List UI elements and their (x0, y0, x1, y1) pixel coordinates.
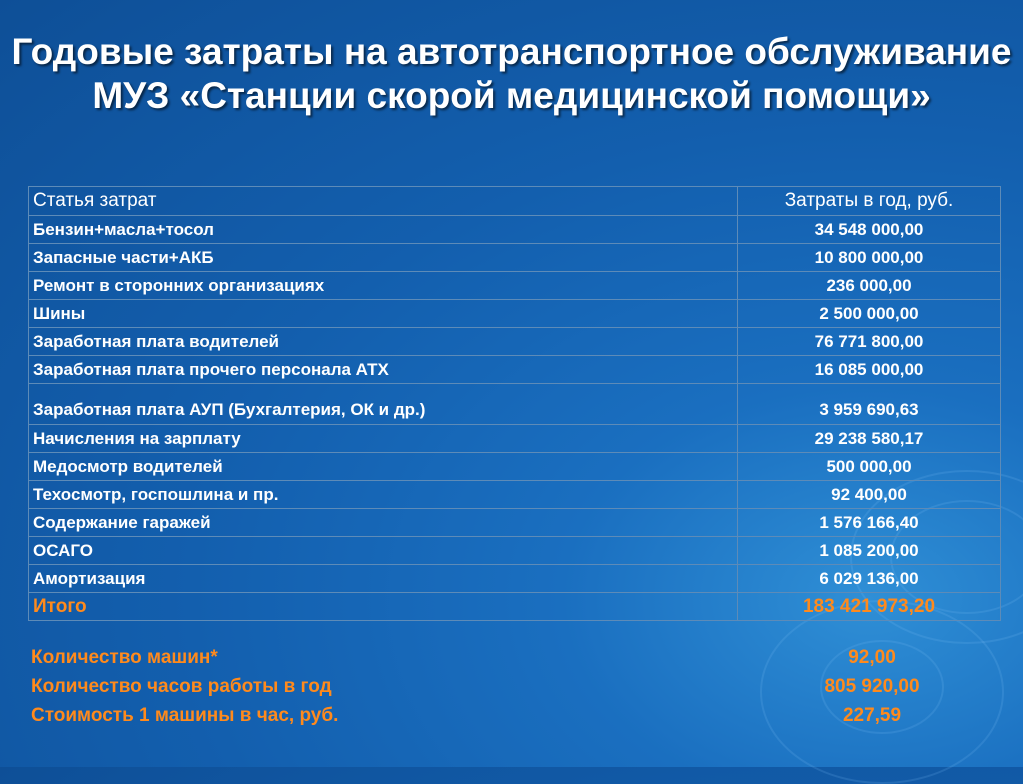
cost-item-value: 29 238 580,17 (738, 425, 1001, 453)
cost-item-value: 34 548 000,00 (738, 216, 1001, 244)
summary-label: Количество часов работы в год (31, 676, 332, 697)
table-row (29, 328, 1001, 356)
cost-item-name: Амортизация (29, 565, 738, 593)
table-row (29, 356, 1001, 384)
cost-item-value: 6 029 136,00 (738, 565, 1001, 593)
cost-item-value: 3 959 690,63 (738, 384, 1001, 425)
cost-item-value: 1 085 200,00 (738, 537, 1001, 565)
summary-label: Стоимость 1 машины в час, руб. (31, 705, 339, 726)
cost-item-name: Заработная плата АУП (Бухгалтерия, ОК и др.) (29, 384, 738, 425)
cost-item-name: Бензин+масла+тосол (29, 216, 738, 244)
summary-row-cost-per-hour (31, 705, 1001, 734)
cost-item-value: 500 000,00 (738, 453, 1001, 481)
cost-item-name: Ремонт в сторонних организациях (29, 272, 738, 300)
cost-item-value: 76 771 800,00 (738, 328, 1001, 356)
cost-item-name: Техосмотр, госпошлина и пр. (29, 481, 738, 509)
summary-value: 92,00 (848, 647, 896, 668)
summary-value: 227,59 (842, 705, 902, 726)
cost-item-name: Начисления на зарплату (29, 425, 738, 453)
cost-item-name: Шины (29, 300, 738, 328)
table-header-row (29, 187, 1001, 216)
cost-item-value: 92 400,00 (738, 481, 1001, 509)
summary-row-hours-per-year (31, 676, 1001, 705)
cost-item-name: Запасные части+АКБ (29, 244, 738, 272)
cost-item-value: 236 000,00 (738, 272, 1001, 300)
table-row (29, 481, 1001, 509)
column-header-annual-cost: Затраты в год, руб. (738, 187, 1001, 216)
cost-item-name: Заработная плата водителей (29, 328, 738, 356)
cost-item-name: Содержание гаражей (29, 509, 738, 537)
slide-title (0, 30, 1023, 118)
cost-item-value: 1 576 166,40 (738, 509, 1001, 537)
cost-item-name: ОСАГО (29, 537, 738, 565)
table-row (29, 453, 1001, 481)
table-row (29, 384, 1001, 425)
table-row (29, 509, 1001, 537)
summary-label: Количество машин* (31, 647, 218, 668)
table-row (29, 300, 1001, 328)
summary-block (31, 647, 1001, 734)
cost-item-name: Заработная плата прочего персонала АТХ (29, 356, 738, 384)
table-row (29, 425, 1001, 453)
cost-item-value: 10 800 000,00 (738, 244, 1001, 272)
cost-item-value: 2 500 000,00 (738, 300, 1001, 328)
table-row (29, 537, 1001, 565)
table-row (29, 565, 1001, 593)
column-header-cost-item: Статья затрат (29, 187, 738, 216)
summary-value: 805 920,00 (824, 676, 920, 697)
total-label: Итого (29, 593, 738, 621)
total-value: 183 421 973,20 (738, 593, 1001, 621)
table-row (29, 272, 1001, 300)
table-row (29, 216, 1001, 244)
slide-title-line-2: МУЗ «Станции скорой медицинской помощи» (92, 75, 931, 116)
slide-title-line-1: Годовые затраты на автотранспортное обслуживание (11, 31, 1012, 72)
cost-item-value: 16 085 000,00 (738, 356, 1001, 384)
cost-item-name: Медосмотр водителей (29, 453, 738, 481)
summary-row-vehicle-count (31, 647, 1001, 676)
table-total-row (29, 593, 1001, 621)
cost-table (28, 186, 1001, 621)
table-row (29, 244, 1001, 272)
